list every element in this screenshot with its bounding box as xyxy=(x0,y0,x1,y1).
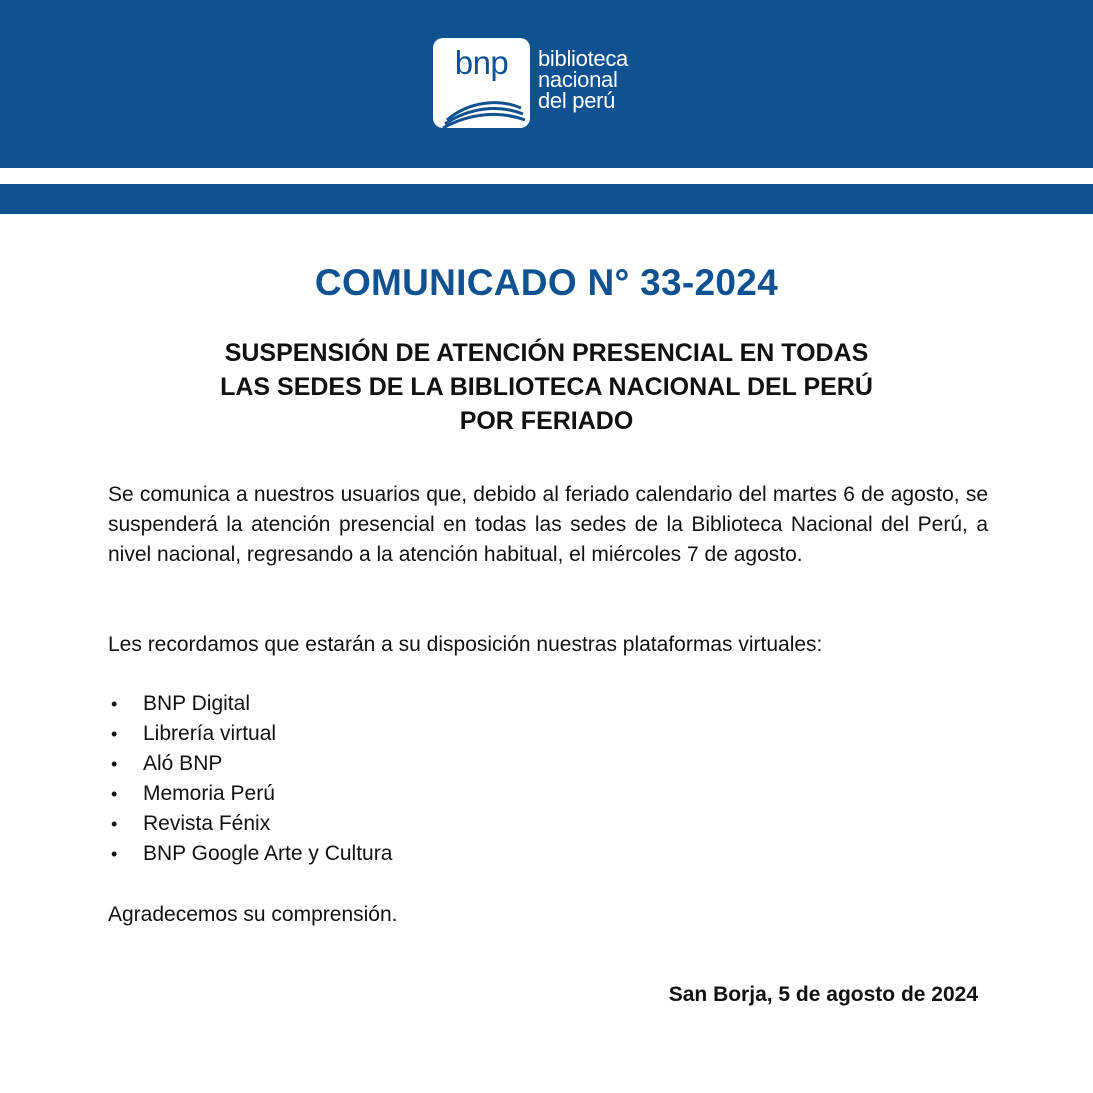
logo-badge xyxy=(433,38,530,128)
bullet-icon: • xyxy=(111,724,118,744)
list-item xyxy=(108,749,392,779)
logo-word-2: nacional xyxy=(538,67,618,92)
list-item xyxy=(108,689,392,719)
signature-date: San Borja, 5 de agosto de 2024 xyxy=(668,983,978,1006)
list-item xyxy=(108,779,392,809)
bullet-icon: • xyxy=(111,814,118,834)
header-stripe xyxy=(0,184,1093,214)
platform-label: Memoria Perú xyxy=(143,782,275,805)
platform-label: BNP Google Arte y Cultura xyxy=(143,842,393,865)
closing-text: Agradecemos su comprensión. xyxy=(108,903,398,926)
bnp-logo xyxy=(433,38,628,128)
platform-label: Revista Fénix xyxy=(143,812,271,835)
bullet-icon: • xyxy=(111,784,118,804)
subtitle-line: LAS SEDES DE LA BIBLIOTECA NACIONAL DEL PERÚ xyxy=(220,373,873,401)
bullet-icon: • xyxy=(111,694,118,714)
platform-label: Librería virtual xyxy=(143,722,277,745)
list-item xyxy=(108,809,392,839)
logo-word-1: biblioteca xyxy=(538,46,628,71)
page-title: COMUNICADO N° 33-2024 xyxy=(314,262,779,303)
subtitle-line: POR FERIADO xyxy=(459,407,634,435)
list-item xyxy=(108,839,392,869)
list-item xyxy=(108,719,392,749)
platform-label: Aló BNP xyxy=(143,752,223,775)
announcement-paragraph: Se comunica a nuestros usuarios que, debido al feriado calendario del martes 6 de agosto, se suspenderá la atención presencial en todas las sedes de la Biblioteca Nacional del Perú, a nivel nacional, regresando a la atención habitual, el miércoles 7 de agosto. xyxy=(108,483,988,566)
platforms-list xyxy=(108,689,392,869)
platform-label: BNP Digital xyxy=(143,692,250,715)
logo-wordmark xyxy=(538,48,628,111)
logo-word-3: del perú xyxy=(538,88,616,113)
subtitle-line: SUSPENSIÓN DE ATENCIÓN PRESENCIAL EN TODAS xyxy=(224,339,869,367)
subtitle xyxy=(0,336,1093,438)
logo-badge-text: bnp xyxy=(454,44,509,81)
bullet-icon: • xyxy=(111,844,118,864)
platforms-intro: Les recordamos que estarán a su disposición nuestras plataformas virtuales: xyxy=(108,633,823,656)
bullet-icon: • xyxy=(111,754,118,774)
book-arcs-icon xyxy=(433,86,530,128)
header-banner xyxy=(0,0,1093,168)
